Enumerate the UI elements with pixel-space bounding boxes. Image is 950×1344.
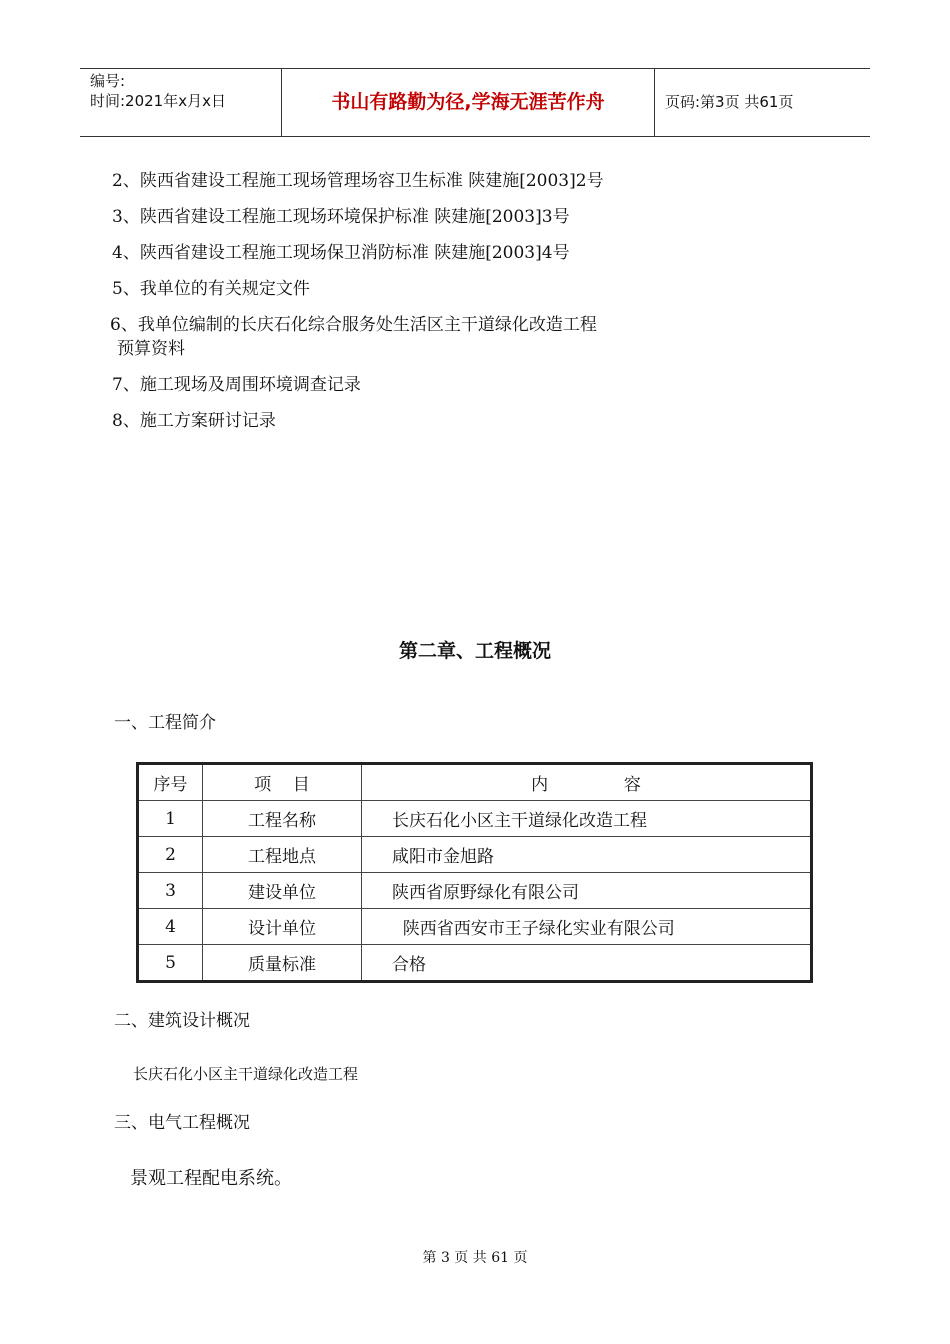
table-cell: 质量标准	[203, 945, 362, 982]
section-heading: 三、电气工程概况	[114, 1113, 250, 1133]
reference-item-continuation: 预算资料	[117, 339, 185, 359]
section-heading: 二、建筑设计概况	[114, 1011, 250, 1031]
reference-item: 4、陕西省建设工程施工现场保卫消防标准 陕建施[2003]4号	[112, 243, 570, 263]
table-cell: 长庆石化小区主干道绿化改造工程	[362, 801, 812, 837]
page-header	[80, 68, 870, 137]
table-row	[138, 909, 812, 945]
table-cell: 工程名称	[203, 801, 362, 837]
table-cell: 1	[138, 801, 203, 837]
table-row	[138, 801, 812, 837]
table-cell: 陕西省原野绿化有限公司	[362, 873, 812, 909]
reference-item: 8、施工方案研讨记录	[112, 411, 276, 431]
header-motto: 书山有路勤为径,学海无涯苦作舟	[282, 69, 655, 136]
document-date-label: 时间:2021年x月x日	[90, 92, 226, 110]
reference-item: 3、陕西省建设工程施工现场环境保护标准 陕建施[2003]3号	[112, 207, 570, 227]
table-cell: 3	[138, 873, 203, 909]
table-row	[138, 945, 812, 982]
table-cell: 设计单位	[203, 909, 362, 945]
table-cell: 5	[138, 945, 203, 982]
reference-item: 5、我单位的有关规定文件	[112, 279, 310, 299]
section-paragraph: 景观工程配电系统。	[130, 1168, 292, 1189]
header-meta	[80, 69, 282, 136]
section-paragraph: 长庆石化小区主干道绿化改造工程	[133, 1065, 359, 1083]
table-cell: 合格	[362, 945, 812, 982]
section-heading: 一、工程简介	[114, 713, 216, 733]
reference-item: 6、我单位编制的长庆石化综合服务处生活区主干道绿化改造工程	[110, 315, 597, 335]
project-info-table	[136, 762, 813, 983]
reference-item: 2、陕西省建设工程施工现场管理场容卫生标准 陕建施[2003]2号	[112, 171, 604, 191]
table-cell: 咸阳市金旭路	[362, 837, 812, 873]
table-cell: 2	[138, 837, 203, 873]
table-header-cell: 内 容	[362, 764, 812, 801]
table-cell: 建设单位	[203, 873, 362, 909]
chapter-title: 第二章、工程概况	[398, 640, 551, 662]
table-header-cell: 项 目	[203, 764, 362, 801]
page-footer: 第 3 页 共 61 页	[422, 1250, 528, 1266]
table-cell: 陕西省西安市王子绿化实业有限公司	[362, 909, 812, 945]
table-row	[138, 873, 812, 909]
document-number-label: 编号:	[90, 72, 126, 90]
reference-item: 7、施工现场及周围环境调查记录	[112, 375, 361, 395]
header-page-label: 页码:第3页 共61页	[665, 93, 794, 111]
table-row	[138, 837, 812, 873]
table-header-cell: 序号	[138, 764, 203, 801]
table-header-row	[138, 764, 812, 801]
table-cell: 4	[138, 909, 203, 945]
table-cell: 工程地点	[203, 837, 362, 873]
